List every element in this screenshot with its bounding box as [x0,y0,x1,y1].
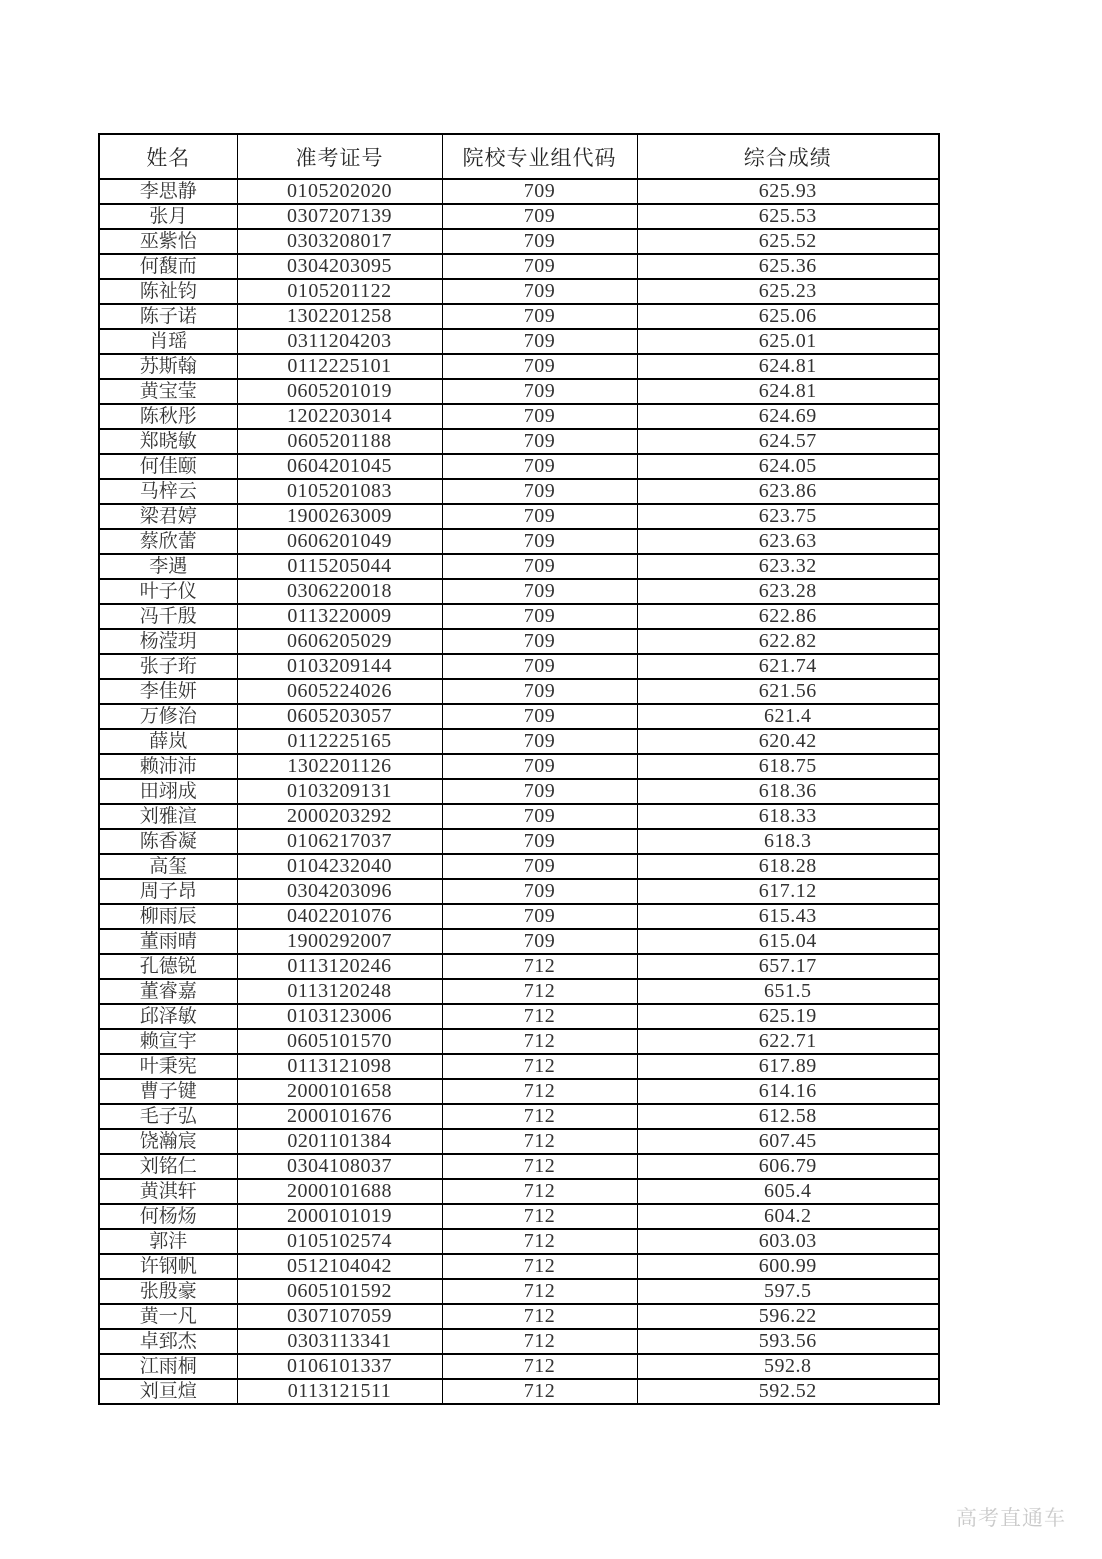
cell-score: 592.52 [637,1379,939,1404]
cell-name: 李佳妍 [99,679,237,704]
cell-score: 615.43 [637,904,939,929]
table-row [99,1354,939,1379]
table-row [99,629,939,654]
cell-ticket: 1900263009 [237,504,442,529]
cell-ticket: 0304203095 [237,254,442,279]
table-row [99,429,939,454]
cell-group: 709 [442,304,637,329]
table-row [99,954,939,979]
cell-group: 709 [442,179,637,204]
cell-score: 622.86 [637,604,939,629]
cell-group: 709 [442,629,637,654]
cell-score: 623.75 [637,504,939,529]
cell-score: 651.5 [637,979,939,1004]
cell-name: 黄宝莹 [99,379,237,404]
cell-ticket: 0103209144 [237,654,442,679]
cell-group: 709 [442,854,637,879]
cell-ticket: 0605101570 [237,1029,442,1054]
table-row [99,579,939,604]
table-row [99,1254,939,1279]
cell-group: 712 [442,1179,637,1204]
cell-score: 617.89 [637,1054,939,1079]
cell-ticket: 0113120246 [237,954,442,979]
cell-group: 709 [442,404,637,429]
cell-score: 614.16 [637,1079,939,1104]
cell-group: 709 [442,529,637,554]
cell-ticket: 0606205029 [237,629,442,654]
cell-ticket: 0605201019 [237,379,442,404]
cell-score: 600.99 [637,1254,939,1279]
cell-score: 607.45 [637,1129,939,1154]
cell-score: 606.79 [637,1154,939,1179]
cell-score: 625.53 [637,204,939,229]
cell-ticket: 0306220018 [237,579,442,604]
cell-ticket: 0605224026 [237,679,442,704]
cell-name: 何馥而 [99,254,237,279]
cell-ticket: 0105102574 [237,1229,442,1254]
cell-score: 624.05 [637,454,939,479]
cell-name: 叶子仪 [99,579,237,604]
cell-ticket: 1302201126 [237,754,442,779]
cell-group: 709 [442,829,637,854]
table-row [99,1329,939,1354]
cell-name: 刘亘煊 [99,1379,237,1404]
cell-score: 615.04 [637,929,939,954]
cell-ticket: 0605201188 [237,429,442,454]
cell-name: 郑晓敏 [99,429,237,454]
column-header-name: 姓名 [99,134,237,179]
cell-ticket: 1202203014 [237,404,442,429]
score-table-container [98,133,938,1405]
cell-name: 万修治 [99,704,237,729]
cell-score: 596.22 [637,1304,939,1329]
cell-ticket: 0605203057 [237,704,442,729]
table-row [99,1279,939,1304]
cell-group: 709 [442,804,637,829]
cell-name: 陈祉钧 [99,279,237,304]
table-row [99,729,939,754]
table-row [99,829,939,854]
cell-name: 杨滢玥 [99,629,237,654]
cell-group: 712 [442,1254,637,1279]
cell-ticket: 0104232040 [237,854,442,879]
cell-score: 597.5 [637,1279,939,1304]
table-row [99,879,939,904]
cell-name: 高玺 [99,854,237,879]
cell-name: 田翊成 [99,779,237,804]
cell-name: 柳雨辰 [99,904,237,929]
cell-ticket: 0304108037 [237,1154,442,1179]
table-row [99,279,939,304]
cell-score: 624.57 [637,429,939,454]
cell-group: 712 [442,1004,637,1029]
cell-ticket: 0105201122 [237,279,442,304]
cell-group: 712 [442,1229,637,1254]
cell-name: 赖宣宇 [99,1029,237,1054]
cell-group: 709 [442,729,637,754]
cell-group: 709 [442,379,637,404]
column-header-ticket: 准考证号 [237,134,442,179]
table-row [99,529,939,554]
cell-group: 709 [442,354,637,379]
cell-score: 625.93 [637,179,939,204]
cell-score: 622.71 [637,1029,939,1054]
table-row [99,229,939,254]
cell-group: 709 [442,754,637,779]
cell-ticket: 0512104042 [237,1254,442,1279]
cell-name: 赖沛沛 [99,754,237,779]
cell-group: 709 [442,679,637,704]
table-row [99,554,939,579]
cell-name: 黄淇轩 [99,1179,237,1204]
cell-group: 712 [442,1279,637,1304]
cell-ticket: 0307107059 [237,1304,442,1329]
cell-score: 625.06 [637,304,939,329]
table-row [99,979,939,1004]
cell-group: 712 [442,1354,637,1379]
table-row [99,1029,939,1054]
table-row [99,804,939,829]
cell-score: 620.42 [637,729,939,754]
table-row [99,1154,939,1179]
cell-name: 刘铭仁 [99,1154,237,1179]
table-row [99,454,939,479]
cell-score: 618.28 [637,854,939,879]
cell-score: 624.81 [637,379,939,404]
cell-ticket: 0307207139 [237,204,442,229]
table-row [99,1079,939,1104]
cell-name: 李思静 [99,179,237,204]
cell-ticket: 0103123006 [237,1004,442,1029]
table-row [99,1129,939,1154]
cell-score: 621.56 [637,679,939,704]
cell-score: 622.82 [637,629,939,654]
table-row [99,1179,939,1204]
cell-score: 618.36 [637,779,939,804]
cell-name: 何佳颐 [99,454,237,479]
table-row [99,1304,939,1329]
cell-group: 709 [442,204,637,229]
cell-name: 肖瑶 [99,329,237,354]
table-row [99,354,939,379]
cell-ticket: 0303113341 [237,1329,442,1354]
cell-name: 江雨桐 [99,1354,237,1379]
cell-group: 709 [442,904,637,929]
cell-score: 592.8 [637,1354,939,1379]
cell-score: 624.81 [637,354,939,379]
cell-name: 孔德锐 [99,954,237,979]
cell-group: 709 [442,329,637,354]
table-row [99,704,939,729]
table-row [99,479,939,504]
cell-group: 712 [442,1129,637,1154]
cell-name: 陈秋彤 [99,404,237,429]
cell-ticket: 0605101592 [237,1279,442,1304]
table-row [99,179,939,204]
cell-group: 709 [442,579,637,604]
cell-name: 巫紫怡 [99,229,237,254]
cell-name: 刘雅渲 [99,804,237,829]
cell-name: 李遇 [99,554,237,579]
cell-name: 董雨晴 [99,929,237,954]
cell-score: 625.19 [637,1004,939,1029]
cell-group: 709 [442,879,637,904]
cell-ticket: 0103209131 [237,779,442,804]
cell-ticket: 0115205044 [237,554,442,579]
cell-group: 712 [442,1204,637,1229]
cell-ticket: 0105201083 [237,479,442,504]
table-row [99,929,939,954]
cell-group: 709 [442,554,637,579]
cell-group: 709 [442,929,637,954]
cell-name: 何杨炀 [99,1204,237,1229]
cell-group: 709 [442,604,637,629]
cell-group: 709 [442,779,637,804]
cell-score: 618.33 [637,804,939,829]
cell-score: 604.2 [637,1204,939,1229]
cell-group: 709 [442,229,637,254]
cell-name: 张子珩 [99,654,237,679]
cell-group: 709 [442,504,637,529]
table-row [99,854,939,879]
table-row [99,329,939,354]
table-row [99,304,939,329]
cell-name: 邱泽敏 [99,1004,237,1029]
cell-ticket: 1302201258 [237,304,442,329]
cell-score: 605.4 [637,1179,939,1204]
cell-group: 712 [442,1304,637,1329]
table-row [99,1204,939,1229]
table-row [99,504,939,529]
column-header-score: 综合成绩 [637,134,939,179]
cell-ticket: 2000203292 [237,804,442,829]
table-row [99,1004,939,1029]
cell-name: 黄一凡 [99,1304,237,1329]
cell-group: 712 [442,1054,637,1079]
table-row [99,1104,939,1129]
cell-name: 张月 [99,204,237,229]
cell-ticket: 0113220009 [237,604,442,629]
cell-name: 冯千殷 [99,604,237,629]
cell-name: 曹子键 [99,1079,237,1104]
table-row [99,379,939,404]
cell-group: 709 [442,654,637,679]
cell-group: 712 [442,979,637,1004]
cell-name: 董睿嘉 [99,979,237,1004]
cell-ticket: 0113120248 [237,979,442,1004]
cell-score: 625.01 [637,329,939,354]
cell-group: 712 [442,1154,637,1179]
cell-name: 叶秉宪 [99,1054,237,1079]
cell-name: 毛子弘 [99,1104,237,1129]
cell-ticket: 0606201049 [237,529,442,554]
table-row [99,1054,939,1079]
table-row [99,654,939,679]
cell-ticket: 0303208017 [237,229,442,254]
table-row [99,204,939,229]
cell-group: 709 [442,454,637,479]
cell-ticket: 0106217037 [237,829,442,854]
cell-ticket: 0106101337 [237,1354,442,1379]
cell-ticket: 0201101384 [237,1129,442,1154]
cell-score: 593.56 [637,1329,939,1354]
cell-ticket: 0113121098 [237,1054,442,1079]
cell-ticket: 0304203096 [237,879,442,904]
cell-group: 709 [442,429,637,454]
cell-ticket: 0112225101 [237,354,442,379]
cell-name: 郭沣 [99,1229,237,1254]
cell-score: 621.4 [637,704,939,729]
cell-score: 625.36 [637,254,939,279]
cell-name: 苏斯翰 [99,354,237,379]
cell-name: 饶瀚宸 [99,1129,237,1154]
cell-group: 709 [442,254,637,279]
cell-name: 张殷豪 [99,1279,237,1304]
cell-group: 709 [442,279,637,304]
table-row [99,404,939,429]
cell-score: 618.3 [637,829,939,854]
cell-ticket: 0604201045 [237,454,442,479]
cell-score: 618.75 [637,754,939,779]
cell-ticket: 2000101688 [237,1179,442,1204]
table-row [99,1229,939,1254]
cell-score: 657.17 [637,954,939,979]
cell-score: 617.12 [637,879,939,904]
cell-ticket: 0402201076 [237,904,442,929]
cell-group: 712 [442,1379,637,1404]
table-row [99,754,939,779]
cell-score: 623.63 [637,529,939,554]
cell-ticket: 2000101658 [237,1079,442,1104]
cell-ticket: 0113121511 [237,1379,442,1404]
cell-score: 623.28 [637,579,939,604]
score-table [98,133,940,1405]
column-header-group: 院校专业组代码 [442,134,637,179]
cell-score: 623.32 [637,554,939,579]
cell-score: 621.74 [637,654,939,679]
cell-score: 603.03 [637,1229,939,1254]
table-row [99,679,939,704]
cell-group: 712 [442,1079,637,1104]
cell-name: 许钢帆 [99,1254,237,1279]
cell-name: 周子昂 [99,879,237,904]
cell-name: 卓郅杰 [99,1329,237,1354]
cell-score: 612.58 [637,1104,939,1129]
table-row [99,254,939,279]
cell-group: 709 [442,704,637,729]
cell-score: 625.23 [637,279,939,304]
cell-ticket: 0112225165 [237,729,442,754]
cell-ticket: 2000101019 [237,1204,442,1229]
cell-group: 712 [442,954,637,979]
watermark-text: 高考直通车 [956,1507,1066,1530]
table-row [99,604,939,629]
table-row [99,1379,939,1404]
table-header-row [99,134,939,179]
cell-name: 陈香凝 [99,829,237,854]
table-row [99,904,939,929]
cell-name: 薛岚 [99,729,237,754]
cell-name: 陈子诺 [99,304,237,329]
cell-ticket: 1900292007 [237,929,442,954]
cell-score: 624.69 [637,404,939,429]
table-row [99,779,939,804]
cell-group: 712 [442,1104,637,1129]
cell-score: 623.86 [637,479,939,504]
cell-name: 蔡欣蕾 [99,529,237,554]
cell-score: 625.52 [637,229,939,254]
cell-name: 梁君婷 [99,504,237,529]
cell-ticket: 0311204203 [237,329,442,354]
cell-ticket: 2000101676 [237,1104,442,1129]
cell-group: 712 [442,1329,637,1354]
cell-group: 712 [442,1029,637,1054]
cell-group: 709 [442,479,637,504]
cell-ticket: 0105202020 [237,179,442,204]
cell-name: 马梓云 [99,479,237,504]
